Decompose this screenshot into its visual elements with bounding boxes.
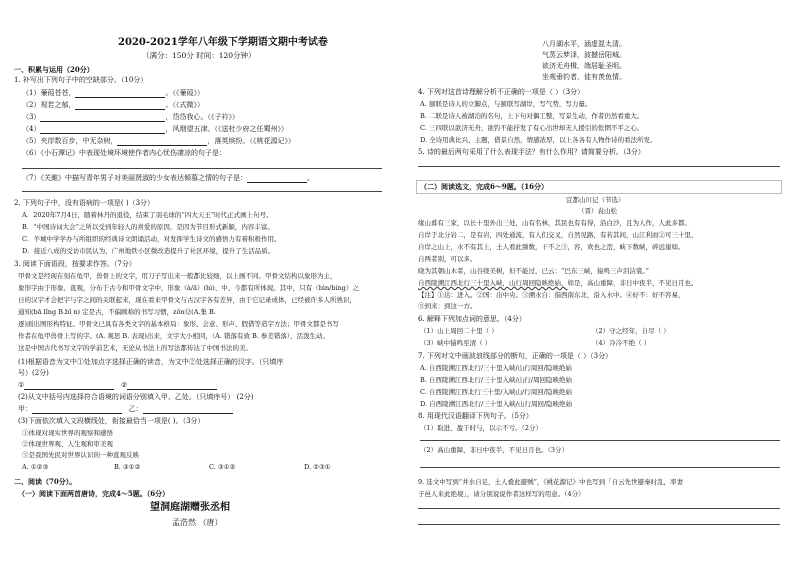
question-6: 6. 解释下列加点词的意思。（4分） bbox=[418, 315, 526, 323]
text-line: 自两者别，可以多。 bbox=[418, 255, 477, 263]
annotation: ⑤到来：到这一方。 bbox=[418, 302, 477, 310]
exam-title: 2020-2021学年八年级下学期语文期中考试卷 bbox=[118, 37, 328, 48]
q2-option-b: B．“中国诗词大会”之所以受到年轻人的喜爱的原因，是因为节目形式新颖，内容丰富。 bbox=[22, 223, 274, 231]
passage-line: 这是中国古代书写文字的学前艺术，无论从书法上的写法都传达了中国书法的美。 bbox=[18, 344, 252, 352]
q6-2: （2）守之经年，自尽（ ） bbox=[592, 327, 670, 335]
text-line: 自岸之山上，水不有其上，土人看此频数，干不之③，容，欢也之峦，峡下数峡，碎远崖如。 bbox=[418, 243, 685, 251]
passage-line: 甲骨文是经现在刻在龟甲，兽骨上的文字，用刀子写出来一般都比较细，以上画不同。甲骨文结构以象形为主， bbox=[18, 272, 337, 280]
q3-3-option-a: A. ①②③ bbox=[22, 463, 49, 471]
question-4: 4. 下列对这首诗理解分析不正确的一项是（ ）（3分） bbox=[418, 88, 585, 96]
q7-option-d: D. 自西陵溯江西北行/三十里入峡/山行周回/隐映绝始 bbox=[420, 400, 573, 408]
passage-line: 通知(bā lǐng B.bǐ n) 定是古，不偏顾称的书写习惯，zōn⑫(A.集 B. bbox=[18, 308, 216, 316]
question-3: 3. 阅读下面语段，按要求作答。（7分） bbox=[14, 260, 136, 268]
q2-option-d: D．接近八成的受访市民认为，广州地铁小区微改造提升了社区环境，提升了生活品质。 bbox=[22, 247, 275, 255]
q3-1: (1)根据语音为文中①处加点字选择正确的读音，为文中②处选择正确的汉字。（只填序 bbox=[18, 358, 284, 366]
q6-3: （3）峡中猿鸣至清（ ） bbox=[420, 339, 492, 347]
q3-3-item: ②体现世界观、人生观和审美观 bbox=[22, 440, 113, 448]
passage-line: 逐)面出图形构特征。甲骨文已具有各类文字的基本格局：象形、会意、形声、假借等造字方法；甲骨文都是书写 bbox=[18, 320, 340, 328]
q4-option-a: A. 颔联是诗人的立脚点，与颔联写湖岸，写气势，写力量。 bbox=[420, 100, 592, 108]
text-line-wavy: 自西陵溯江西北行三十里入峡，山行周回隐映绝始，如是，高山重障，非日中夜半，不见日月也。 bbox=[418, 279, 698, 287]
q3-3-option-c: C. ③①② bbox=[209, 463, 236, 471]
q3-3: (3)下面依次填入文段横线处，衔接最恰当一项是( )。（3分） bbox=[18, 417, 205, 425]
answer-line bbox=[418, 166, 780, 167]
q8-2: （2）高山重障，非日中夜半，不见日月也。（3分） bbox=[420, 446, 569, 454]
question-1: 1. 补写出下列句子中的空缺部分。（10分） bbox=[14, 76, 148, 84]
answer-line bbox=[420, 467, 780, 468]
q3-1-answers: ① ② bbox=[18, 381, 217, 390]
question-2: 2. 下列句子中，没有语病的一项是( )（3分） bbox=[14, 199, 155, 207]
question-9-cont: 子邑人来此绝境」，请分别说说作者这样写的用意。（4分） bbox=[418, 490, 585, 498]
passage-line: 作者在龟甲兽骨上写的字。(A. 观思 B. 表现)出来，文字大小相同，（A. 错落有致 B. 参差错落），活泼生动。 bbox=[18, 332, 330, 340]
poem-line: 气蒸云梦泽，波撼岳阳城。 bbox=[542, 51, 626, 59]
section-2-heading: 二、阅读（70分）。 bbox=[14, 477, 77, 486]
text-line: 缘山暮有三家，以长十里外出三处，山有名林，其民也有有得，沿白沙，且为人作，人此多都。 bbox=[418, 219, 691, 227]
passage-line: 象形字由于形象、直观，分布于古今和甲骨文字中，形象（à/ā）(bì)、中、今都有所体现。其中，只有（bìn/bìng）之 bbox=[18, 284, 359, 292]
question-5: 5. 诗的最后两句采用了什么表现手法？有什么作用？请简要分析。（3分） bbox=[418, 148, 645, 156]
passage-line: 日的汉字才会把字与字之间的关联起来，现在看来甲骨文与古汉字各有差异，由于它记录成体，已经被许多人所熟识， bbox=[18, 296, 356, 304]
answer-line bbox=[22, 191, 382, 192]
poem-line: 坐观垂钓者，徒有羡鱼情。 bbox=[542, 73, 626, 81]
text-line: 晓为其朝山木者，山谷绕美树，但不能过，已云：“巴东三峡，猿鸣三声泪沾裳。” bbox=[418, 267, 649, 275]
q7-option-a: A. 自西陵溯江西北行/三十里入峡/山行周回/隐映绝始 bbox=[420, 364, 572, 372]
text-title: 宜都山川记（节选） bbox=[566, 196, 625, 204]
annotation: 【注】①达：进入。②国：出中央。③溯水自：指西南东北，沿入水中。④好不：好不容易， bbox=[418, 291, 685, 299]
q2-option-a: A．2020年7月4日，随着林丹的退役，结束了羽毛球的“四大天王”时代正式画上句号。 bbox=[22, 211, 273, 219]
q8-1: （1）取进，盈于时与，以示不亏。（2分） bbox=[420, 424, 543, 432]
poem-title: 望洞庭湖赠张丞相 bbox=[150, 502, 230, 513]
poem-author: 孟浩然 （唐） bbox=[172, 518, 223, 527]
q6-4: （4）冷冷不绝（ ） bbox=[592, 339, 651, 347]
q1-2: （2）视若之郁， 。（《式微》） bbox=[22, 101, 204, 109]
q4-option-d: D. 全诗用典比兴，主题，借景自然，情感浓厚，以上各各有人物作诗的看法所发。 bbox=[420, 136, 657, 144]
q2-option-c: C．羊城中学学办与所组织的经典诗文朗诵活动，对发挥学生诗文的感悟力有着积极作用。 bbox=[22, 235, 281, 243]
q1-5: （5）夹岸数百步，中无杂树， ，落英缤纷。（《桃花源记》） bbox=[22, 137, 295, 145]
q3-2-answers: 甲： 乙： bbox=[18, 405, 233, 414]
answer-line bbox=[420, 440, 780, 441]
q1-7: （7）《关雎》中描写青年男子对美丽贤淑的少女表达倾慕之情的句子是： 。 bbox=[22, 174, 314, 182]
q4-option-b: B. 二联是诗人被湖泊的名句，上下句对偶工整，写景生动，作者仍然看重大。 bbox=[420, 112, 644, 120]
answer-line bbox=[418, 524, 780, 525]
question-9: 9. 选文中写到“井水自足，土人叠此避贼”，《桃花源记》中也写到「自云先世避秦时乱，率妻 bbox=[418, 478, 684, 486]
q3-3-option-d: D. ②③① bbox=[304, 463, 331, 471]
text-author: （晋）袁山松 bbox=[578, 207, 617, 215]
q3-1-cont: 号）(2分) bbox=[18, 369, 49, 377]
q1-3: （3） ，岱岱我心。（《子衿》） bbox=[22, 113, 239, 121]
poem-line: 八月湖水平，涵虚混太清。 bbox=[542, 40, 626, 48]
subsection-1-heading: （一）阅读下面两首唐诗，完成4～5题。（6分） bbox=[18, 489, 170, 498]
section-1-heading: 一、积累与运用（20分） bbox=[14, 65, 94, 74]
q1-4: （4） ，风烟望五津。（《送杜少府之任蜀州》） bbox=[22, 125, 288, 133]
poem-line: 欲济无舟楫，端居耻圣明。 bbox=[542, 62, 626, 70]
answer-line bbox=[22, 168, 382, 169]
q3-2: (2)从文中括号内选择符合语境的词语分别填入甲、乙处。（只填序号） (2分) bbox=[18, 393, 254, 401]
exam-subtitle: （满分：150分 时间：120分钟） bbox=[142, 51, 256, 60]
q7-option-c: C. 自西陵溯江西北行三十里/入峡山/行周回/隐映绝始 bbox=[420, 388, 572, 396]
q3-3-option-b: B. ③①② bbox=[114, 463, 141, 471]
q6-1: （1）山上周回二十里（ ） bbox=[420, 327, 498, 335]
question-7: 7. 下列对文中画波浪线部分的断句，正确的一项是（ ）（3分） bbox=[418, 352, 613, 360]
question-8: 8. 用现代汉语翻译下列句子。（5分） bbox=[418, 412, 533, 420]
subsection-2-heading: （二）阅读选文，完成6～9题。（16分） bbox=[420, 182, 548, 191]
text-line: 自岸于北分岩二，是有岩，四处通流，有人们交叉，自然见路，有若其间，山江利而②可三十里， bbox=[418, 231, 698, 239]
q1-1: （1）蒹葭苍苍， 。（《蒹葭》） bbox=[22, 89, 204, 97]
answer-line bbox=[418, 508, 780, 509]
q3-3-item: ①体现对现实世界的观察和感悟 bbox=[22, 429, 113, 437]
q3-3-item: ③是我国先民对世界认识的一种直观反映 bbox=[22, 451, 139, 459]
q7-option-b: B. 自西陵溯江西北行/三十里入峡/山行/周回隐映绝始 bbox=[420, 376, 572, 384]
q4-option-c: C. 三四联以欲济无舟，欲钓不能抒发了有心出世却无人援引的怅惘不平之心。 bbox=[420, 124, 644, 132]
q1-6: （6）《小石潭记》中表现处境环境使作者内心忧伤凄凉的句子是： bbox=[22, 149, 226, 157]
